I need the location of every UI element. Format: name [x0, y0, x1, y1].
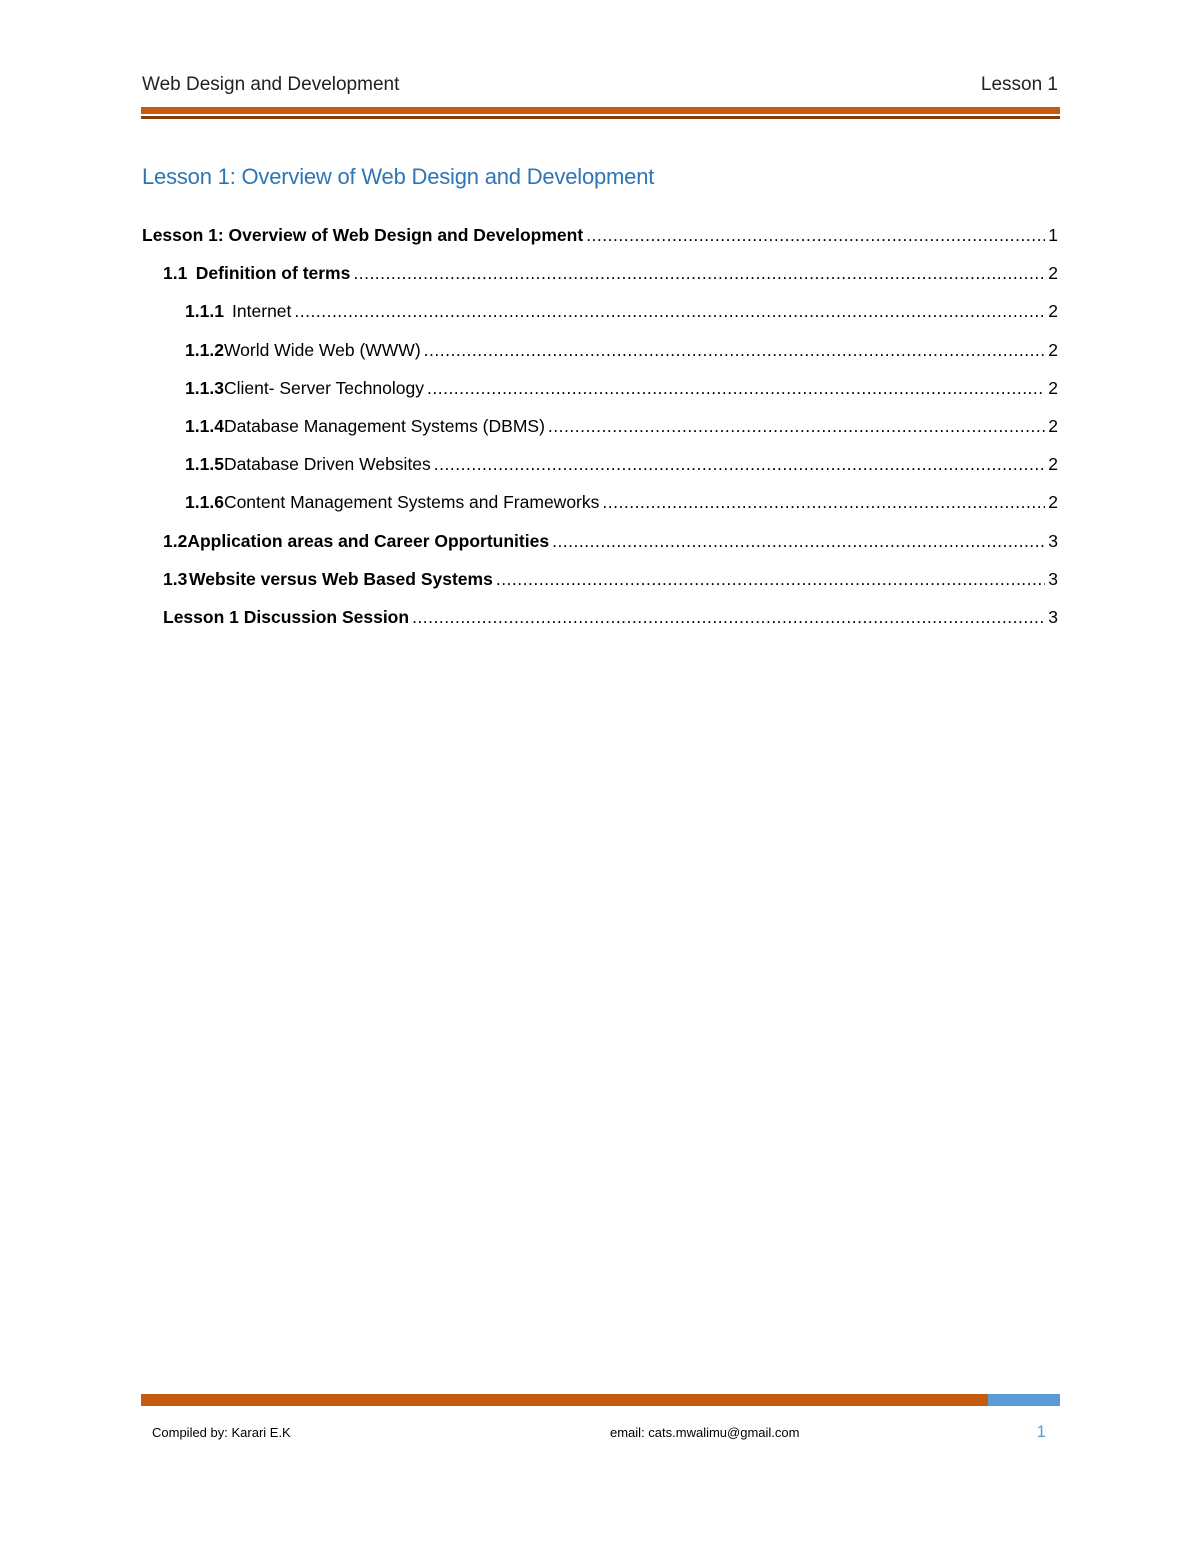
toc-dot-leader: [424, 340, 1046, 361]
table-of-contents: [142, 225, 1058, 645]
footer-rule-orange: [141, 1394, 988, 1406]
toc-entry-text: Internet: [232, 301, 292, 322]
toc-dot-leader: [586, 225, 1045, 246]
toc-entry-1-1-1[interactable]: [142, 301, 1058, 339]
toc-entry-1-1-5[interactable]: [142, 454, 1058, 492]
footer-compiled-by: Compiled by: Karari E.K: [152, 1425, 291, 1440]
toc-section-number: 1.1.6: [185, 492, 224, 513]
toc-dot-leader: [552, 531, 1045, 552]
header-lesson-label: Lesson 1: [980, 74, 1058, 95]
toc-dot-leader: [353, 263, 1045, 284]
toc-dot-leader: [496, 569, 1045, 590]
toc-entry-1-1-6[interactable]: [142, 492, 1058, 530]
toc-entry-1-1-2[interactable]: [142, 340, 1058, 378]
toc-entry-text: Client- Server Technology: [223, 377, 424, 398]
toc-section-number: 1.1.1: [185, 301, 224, 322]
page-title: Lesson 1: Overview of Web Design and Development: [142, 164, 655, 189]
toc-dot-leader: [427, 378, 1045, 399]
header-course-title: Web Design and Development: [142, 74, 400, 95]
toc-page-number: 2: [1048, 339, 1058, 360]
toc-page-number: 3: [1048, 606, 1058, 627]
toc-entry-text: Database Management Systems (DBMS): [223, 415, 545, 436]
toc-section-number: 1.1.2: [185, 339, 224, 360]
footer-rule-blue: [988, 1394, 1060, 1406]
toc-entry-text: Definition of terms: [195, 263, 351, 284]
toc-section-number: 1.1.5: [185, 454, 224, 475]
toc-page-number: 2: [1048, 492, 1058, 513]
toc-page-number: 3: [1048, 530, 1058, 551]
toc-section-number: 1.1: [163, 263, 188, 284]
toc-dot-leader: [412, 607, 1045, 628]
footer-page-number: 1: [1036, 1422, 1046, 1441]
toc-entry-1-1[interactable]: [142, 263, 1058, 301]
toc-page-number: 2: [1048, 454, 1058, 475]
toc-page-number: 2: [1048, 415, 1058, 436]
toc-section-number: 1.3: [163, 568, 188, 589]
toc-dot-leader: [548, 416, 1045, 437]
toc-section-number: 1.2: [163, 530, 188, 551]
toc-entry-text: Database Driven Websites: [223, 454, 431, 475]
toc-entry-1-3[interactable]: [142, 569, 1058, 607]
toc-entry-text: Lesson 1 Discussion Session: [163, 606, 410, 627]
toc-dot-leader: [602, 492, 1045, 513]
toc-entry-text: Application areas and Career Opportunities: [187, 530, 550, 551]
toc-entry-text: Lesson 1: Overview of Web Design and Development: [142, 225, 584, 245]
toc-entry-lesson-1[interactable]: [142, 225, 1058, 263]
toc-page-number: 3: [1048, 568, 1058, 589]
toc-entry-text: Website versus Web Based Systems: [189, 568, 493, 589]
toc-entry-1-2[interactable]: [142, 531, 1058, 569]
toc-page-number: 2: [1048, 301, 1058, 322]
toc-page-number: 2: [1048, 377, 1058, 398]
toc-section-number: 1.1.3: [185, 377, 224, 398]
header-rule-thick: [141, 107, 1060, 114]
toc-section-number: 1.1.4: [185, 415, 224, 436]
toc-entry-text: Content Management Systems and Frameworks: [223, 492, 600, 513]
toc-dot-leader: [294, 301, 1045, 322]
page-header: [142, 70, 1058, 100]
toc-entry-text: World Wide Web (WWW): [223, 339, 421, 360]
toc-dot-leader: [434, 454, 1045, 475]
toc-page-number: 1: [1048, 225, 1058, 245]
toc-page-number: 2: [1048, 263, 1058, 284]
header-rule-thin: [141, 116, 1060, 119]
toc-entry-discussion-session[interactable]: [142, 607, 1058, 645]
toc-entry-1-1-3[interactable]: [142, 378, 1058, 416]
toc-entry-1-1-4[interactable]: [142, 416, 1058, 454]
footer-email[interactable]: email: cats.mwalimu@gmail.com: [610, 1425, 800, 1440]
page-footer: [152, 1422, 1058, 1444]
